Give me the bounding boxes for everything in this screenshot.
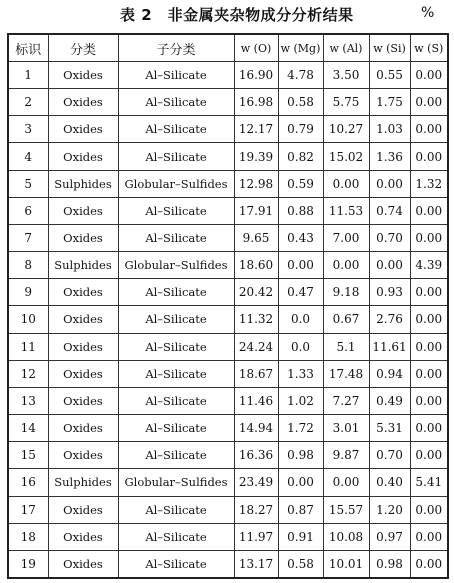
table-row: [8, 252, 448, 279]
cell-subcategory: Al–Silicate: [118, 333, 234, 360]
cell-w-o: 11.97: [234, 523, 278, 550]
cell-w-mg: 0.79: [278, 116, 323, 143]
cell-category: Oxides: [48, 197, 118, 224]
cell-id: 15: [8, 442, 48, 469]
cell-w-si: 1.36: [369, 143, 410, 170]
cell-w-s: 0.00: [410, 333, 448, 360]
cell-category: Sulphides: [48, 170, 118, 197]
cell-id: 13: [8, 387, 48, 414]
cell-w-s: 0.00: [410, 306, 448, 333]
cell-w-si: 0.00: [369, 170, 410, 197]
cell-subcategory: Al–Silicate: [118, 523, 234, 550]
cell-w-al: 10.27: [323, 116, 369, 143]
cell-category: Oxides: [48, 224, 118, 251]
cell-w-s: 0.00: [410, 496, 448, 523]
cell-category: Oxides: [48, 442, 118, 469]
cell-w-mg: 4.78: [278, 62, 323, 89]
table-row: [8, 523, 448, 550]
cell-id: 12: [8, 360, 48, 387]
cell-w-al: 10.08: [323, 523, 369, 550]
cell-category: Oxides: [48, 550, 118, 578]
cell-category: Oxides: [48, 306, 118, 333]
cell-w-mg: 0.58: [278, 89, 323, 116]
cell-w-mg: 0.0: [278, 306, 323, 333]
cell-category: Oxides: [48, 116, 118, 143]
cell-w-o: 20.42: [234, 279, 278, 306]
cell-w-o: 9.65: [234, 224, 278, 251]
cell-w-s: 0.00: [410, 550, 448, 578]
cell-w-o: 18.60: [234, 252, 278, 279]
unit-label: %: [421, 5, 435, 21]
cell-w-s: 0.00: [410, 224, 448, 251]
cell-id: 8: [8, 252, 48, 279]
cell-id: 1: [8, 62, 48, 89]
cell-w-o: 16.36: [234, 442, 278, 469]
cell-w-al: 15.57: [323, 496, 369, 523]
cell-w-si: 0.55: [369, 62, 410, 89]
cell-w-o: 12.17: [234, 116, 278, 143]
header-subcategory: 子分类: [118, 34, 234, 62]
cell-subcategory: Al–Silicate: [118, 306, 234, 333]
table-row: [8, 496, 448, 523]
cell-w-al: 10.01: [323, 550, 369, 578]
cell-subcategory: Al–Silicate: [118, 496, 234, 523]
cell-w-o: 23.49: [234, 469, 278, 496]
cell-category: Oxides: [48, 62, 118, 89]
cell-w-al: 11.53: [323, 197, 369, 224]
header-w-si: w (Si): [369, 34, 410, 62]
cell-subcategory: Al–Silicate: [118, 550, 234, 578]
cell-category: Oxides: [48, 89, 118, 116]
cell-w-al: 0.00: [323, 469, 369, 496]
table-caption: [0, 0, 454, 32]
cell-w-si: 5.31: [369, 415, 410, 442]
cell-subcategory: Al–Silicate: [118, 442, 234, 469]
cell-subcategory: Al–Silicate: [118, 360, 234, 387]
cell-subcategory: Al–Silicate: [118, 143, 234, 170]
cell-category: Oxides: [48, 415, 118, 442]
table-row: [8, 306, 448, 333]
cell-w-si: 0.40: [369, 469, 410, 496]
cell-w-al: 0.00: [323, 170, 369, 197]
cell-w-mg: 1.33: [278, 360, 323, 387]
cell-w-s: 0.00: [410, 62, 448, 89]
cell-id: 11: [8, 333, 48, 360]
table-row: [8, 360, 448, 387]
table-row: [8, 415, 448, 442]
header-id: 标识: [8, 34, 48, 62]
cell-w-o: 24.24: [234, 333, 278, 360]
cell-w-mg: 0.59: [278, 170, 323, 197]
table-row: [8, 170, 448, 197]
table-title: 表 2 非金属夹杂物成分分析结果: [120, 6, 354, 24]
cell-category: Sulphides: [48, 469, 118, 496]
cell-w-o: 12.98: [234, 170, 278, 197]
cell-w-al: 9.87: [323, 442, 369, 469]
cell-w-si: 0.74: [369, 197, 410, 224]
cell-id: 6: [8, 197, 48, 224]
cell-w-s: 0.00: [410, 116, 448, 143]
cell-w-s: 0.00: [410, 523, 448, 550]
cell-id: 5: [8, 170, 48, 197]
cell-id: 17: [8, 496, 48, 523]
cell-w-mg: 0.0: [278, 333, 323, 360]
cell-category: Oxides: [48, 360, 118, 387]
cell-category: Oxides: [48, 143, 118, 170]
cell-w-si: 0.93: [369, 279, 410, 306]
cell-w-mg: 1.02: [278, 387, 323, 414]
cell-w-mg: 0.82: [278, 143, 323, 170]
header-w-al: w (Al): [323, 34, 369, 62]
cell-w-si: 0.49: [369, 387, 410, 414]
cell-w-mg: 0.98: [278, 442, 323, 469]
cell-w-s: 0.00: [410, 387, 448, 414]
cell-w-mg: 0.91: [278, 523, 323, 550]
table-row: [8, 333, 448, 360]
cell-w-s: 0.00: [410, 279, 448, 306]
cell-w-mg: 0.58: [278, 550, 323, 578]
cell-w-o: 14.94: [234, 415, 278, 442]
cell-category: Sulphides: [48, 252, 118, 279]
cell-category: Oxides: [48, 279, 118, 306]
cell-w-al: 0.67: [323, 306, 369, 333]
cell-w-s: 1.32: [410, 170, 448, 197]
table-row: [8, 224, 448, 251]
table-row: [8, 143, 448, 170]
cell-id: 2: [8, 89, 48, 116]
header-w-s: w (S): [410, 34, 448, 62]
cell-w-o: 17.91: [234, 197, 278, 224]
cell-subcategory: Globular–Sulfides: [118, 469, 234, 496]
cell-subcategory: Al–Silicate: [118, 116, 234, 143]
table-row: [8, 62, 448, 89]
cell-w-si: 0.97: [369, 523, 410, 550]
cell-subcategory: Al–Silicate: [118, 387, 234, 414]
cell-w-al: 3.01: [323, 415, 369, 442]
cell-w-si: 1.20: [369, 496, 410, 523]
table-row: [8, 197, 448, 224]
cell-w-o: 11.46: [234, 387, 278, 414]
cell-w-s: 0.00: [410, 360, 448, 387]
cell-w-s: 0.00: [410, 442, 448, 469]
cell-w-s: 0.00: [410, 143, 448, 170]
cell-w-si: 11.61: [369, 333, 410, 360]
cell-w-si: 0.70: [369, 442, 410, 469]
table-row: [8, 469, 448, 496]
cell-w-o: 18.27: [234, 496, 278, 523]
cell-w-s: 0.00: [410, 89, 448, 116]
cell-w-al: 9.18: [323, 279, 369, 306]
table-row: [8, 279, 448, 306]
cell-id: 19: [8, 550, 48, 578]
cell-w-o: 19.39: [234, 143, 278, 170]
cell-w-s: 4.39: [410, 252, 448, 279]
cell-w-al: 5.1: [323, 333, 369, 360]
cell-w-mg: 0.47: [278, 279, 323, 306]
cell-subcategory: Al–Silicate: [118, 89, 234, 116]
cell-w-al: 17.48: [323, 360, 369, 387]
cell-subcategory: Al–Silicate: [118, 415, 234, 442]
cell-w-o: 11.32: [234, 306, 278, 333]
cell-category: Oxides: [48, 387, 118, 414]
cell-w-si: 0.94: [369, 360, 410, 387]
cell-w-mg: 1.72: [278, 415, 323, 442]
cell-w-al: 7.00: [323, 224, 369, 251]
inclusion-analysis-table: [7, 33, 449, 579]
cell-subcategory: Al–Silicate: [118, 197, 234, 224]
cell-id: 16: [8, 469, 48, 496]
table-row: [8, 387, 448, 414]
table-row: [8, 550, 448, 578]
cell-subcategory: Al–Silicate: [118, 62, 234, 89]
cell-id: 3: [8, 116, 48, 143]
cell-w-si: 0.00: [369, 252, 410, 279]
cell-category: Oxides: [48, 523, 118, 550]
cell-w-al: 15.02: [323, 143, 369, 170]
cell-w-mg: 0.87: [278, 496, 323, 523]
cell-w-s: 0.00: [410, 415, 448, 442]
cell-w-al: 5.75: [323, 89, 369, 116]
cell-w-si: 2.76: [369, 306, 410, 333]
header-category: 分类: [48, 34, 118, 62]
cell-w-al: 3.50: [323, 62, 369, 89]
cell-w-mg: 0.00: [278, 469, 323, 496]
cell-w-si: 1.75: [369, 89, 410, 116]
header-w-mg: w (Mg): [278, 34, 323, 62]
cell-w-si: 0.98: [369, 550, 410, 578]
cell-w-al: 0.00: [323, 252, 369, 279]
cell-id: 9: [8, 279, 48, 306]
cell-id: 10: [8, 306, 48, 333]
cell-id: 4: [8, 143, 48, 170]
cell-w-al: 7.27: [323, 387, 369, 414]
table-row: [8, 116, 448, 143]
cell-w-o: 16.98: [234, 89, 278, 116]
cell-w-mg: 0.00: [278, 252, 323, 279]
cell-w-o: 16.90: [234, 62, 278, 89]
cell-w-o: 18.67: [234, 360, 278, 387]
header-row: [8, 34, 448, 62]
cell-w-s: 5.41: [410, 469, 448, 496]
cell-id: 14: [8, 415, 48, 442]
table-row: [8, 442, 448, 469]
cell-subcategory: Al–Silicate: [118, 279, 234, 306]
cell-id: 7: [8, 224, 48, 251]
cell-category: Oxides: [48, 496, 118, 523]
cell-category: Oxides: [48, 333, 118, 360]
cell-id: 18: [8, 523, 48, 550]
cell-w-mg: 0.88: [278, 197, 323, 224]
cell-w-o: 13.17: [234, 550, 278, 578]
cell-subcategory: Al–Silicate: [118, 224, 234, 251]
cell-subcategory: Globular–Sulfides: [118, 170, 234, 197]
cell-w-si: 0.70: [369, 224, 410, 251]
table-row: [8, 89, 448, 116]
cell-subcategory: Globular–Sulfides: [118, 252, 234, 279]
cell-w-si: 1.03: [369, 116, 410, 143]
cell-w-s: 0.00: [410, 197, 448, 224]
cell-w-mg: 0.43: [278, 224, 323, 251]
header-w-o: w (O): [234, 34, 278, 62]
